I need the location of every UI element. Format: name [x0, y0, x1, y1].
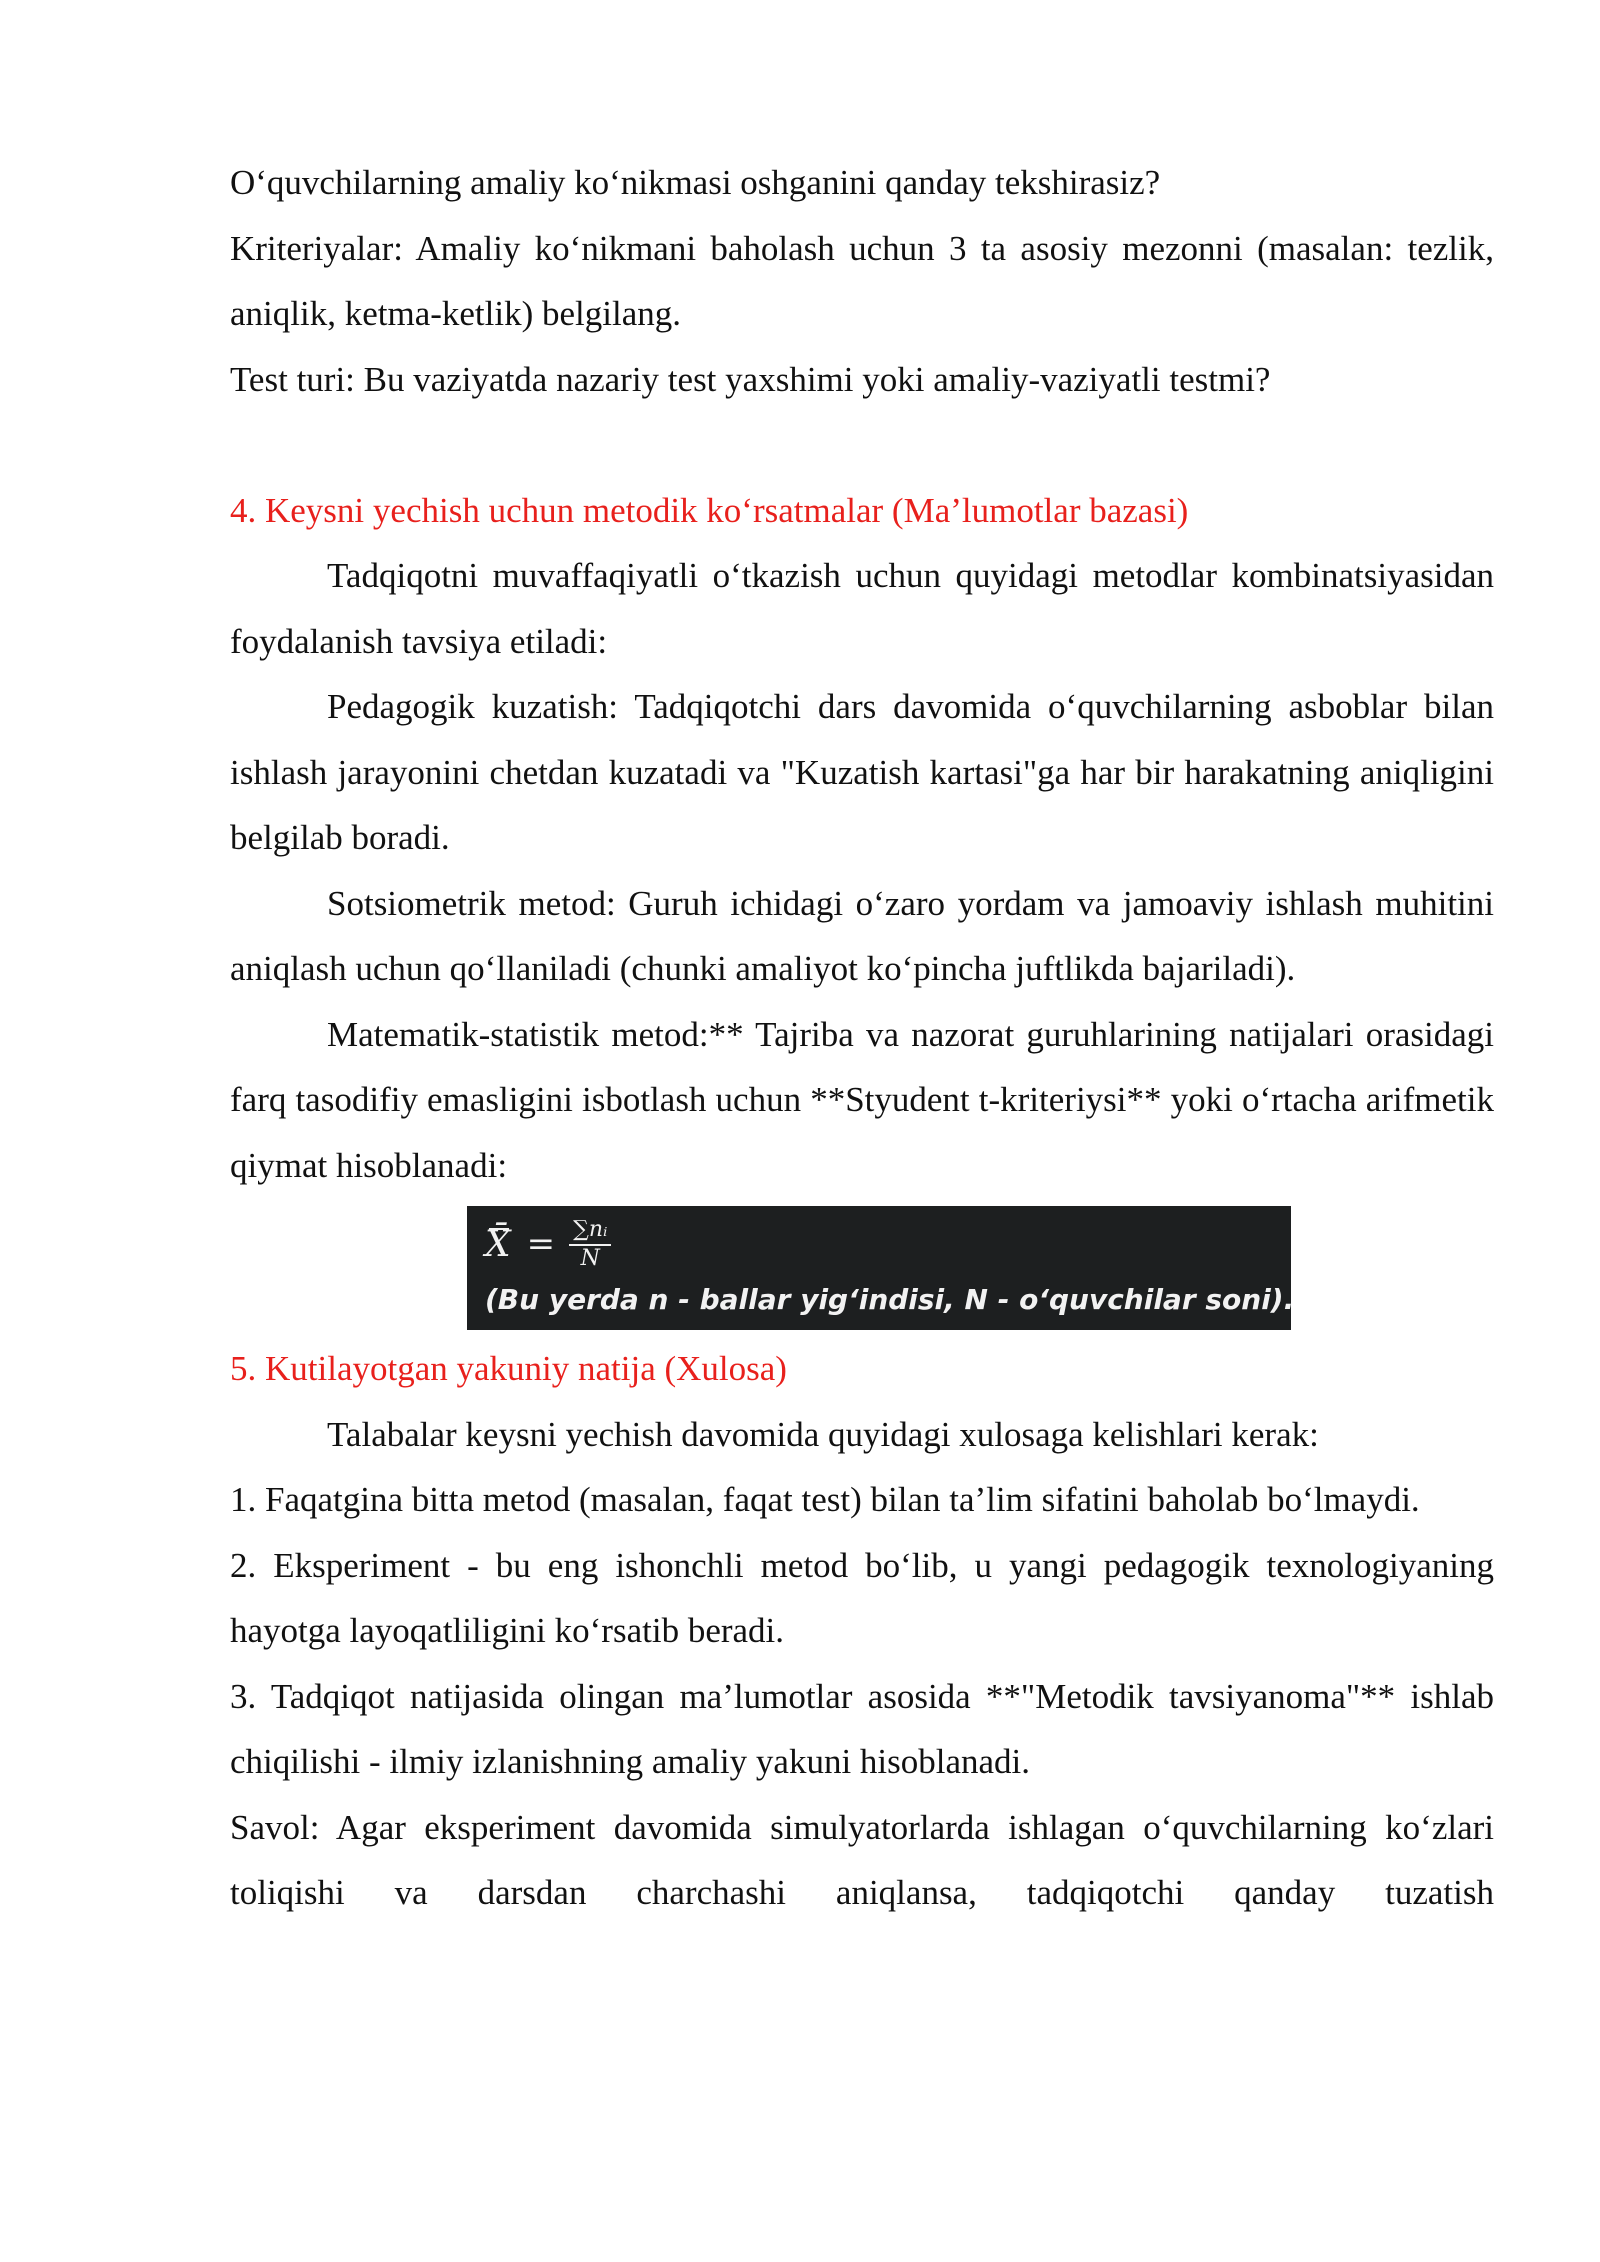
document-page	[230, 150, 1494, 1926]
criteria-paragraph: Kriteriyalar: Amaliy ko‘nikmani baholash uchun 3 ta asosiy mezonni (masalan: tezlik, aniqlik, ketma-ketlik) belgilang.	[230, 228, 1494, 333]
formula-figure	[230, 1206, 1494, 1330]
conclusion-list-item: 2. Eksperiment - bu eng ishonchli metod bo‘lib, u yangi pedagogik texnologiyaning hayotga layoqatliligini ko‘rsatib beradi.	[230, 1545, 1494, 1650]
question-paragraph: O‘quvchilarning amaliy ko‘nikmasi oshganini qanday tekshirasiz?	[230, 163, 1161, 202]
formula-numerator: ∑nᵢ	[569, 1218, 611, 1246]
blank-line	[230, 412, 1494, 478]
statistical-method-paragraph: Matematik-statistik metod:** Tajriba va nazorat guruhlarining natijalari orasidagi farq tasodifiy emasligini isbotlash uchun **Styudent t-kriteriysi** yoki o‘rtacha arifmetik qiymat hisoblanadi:	[230, 1014, 1494, 1185]
mean-formula	[485, 1210, 1291, 1278]
formula-equals: =	[526, 1224, 556, 1264]
sociometric-method-paragraph: Sotsiometrik metod: Guruh ichidagi o‘zaro yordam va jamoaviy ishlash muhitini aniqlash uchun qo‘llaniladi (chunki amaliyot ko‘pincha juftlikda bajariladi).	[230, 883, 1494, 988]
methods-intro-paragraph: Tadqiqotni muvaffaqiyatli o‘tkazish uchun quyidagi metodlar kombinatsiyasidan foydalanish tavsiya etiladi:	[230, 556, 1494, 661]
formula-image	[467, 1206, 1295, 1330]
test-type-paragraph: Test turi: Bu vaziyatda nazariy test yaxshimi yoki amaliy-vaziyatli testmi?	[230, 359, 1271, 399]
conclusion-intro-paragraph: Talabalar keysni yechish davomida quyidagi xulosaga kelishlari kerak:	[327, 1414, 1319, 1454]
conclusion-list-item: 1. Faqatgina bitta metod (masalan, faqat test) bilan ta’lim sifatini baholab bo‘lmaydi.	[230, 1480, 1420, 1519]
final-question-paragraph: Savol: Agar eksperiment davomida simulyatorlarda ishlagan o‘quvchilarning ko‘zlari toliqishi va darsdan charchashi aniqlansa, tadqiqotchi qanday tuzatish	[230, 1807, 1494, 1912]
section-5-heading: 5. Kutilayotgan yakuniy natija (Xulosa)	[230, 1349, 787, 1388]
formula-denominator: N	[580, 1245, 600, 1271]
conclusion-list-item: 3. Tadqiqot natijasida olingan ma’lumotlar asosida **"Metodik tavsiyanoma"** ishlab chiqilishi - ilmiy izlanishning amaliy yakuni hisoblanadi.	[230, 1676, 1494, 1781]
formula-lhs: X̄	[485, 1223, 511, 1265]
section-4-heading: 4. Keysni yechish uchun metodik ko‘rsatmalar (Ma’lumotlar bazasi)	[230, 490, 1189, 530]
formula-fraction	[569, 1218, 611, 1271]
formula-caption: (Bu yerda n - ballar yig‘indisi, N - o‘quvchilar soni).	[485, 1283, 1295, 1316]
pedagogical-observation-paragraph: Pedagogik kuzatish: Tadqiqotchi dars davomida o‘quvchilarning asboblar bilan ishlash jarayonini chetdan kuzatadi va "Kuzatish kartasi"ga har bir harakatning aniqligini belgilab boradi.	[230, 687, 1494, 857]
